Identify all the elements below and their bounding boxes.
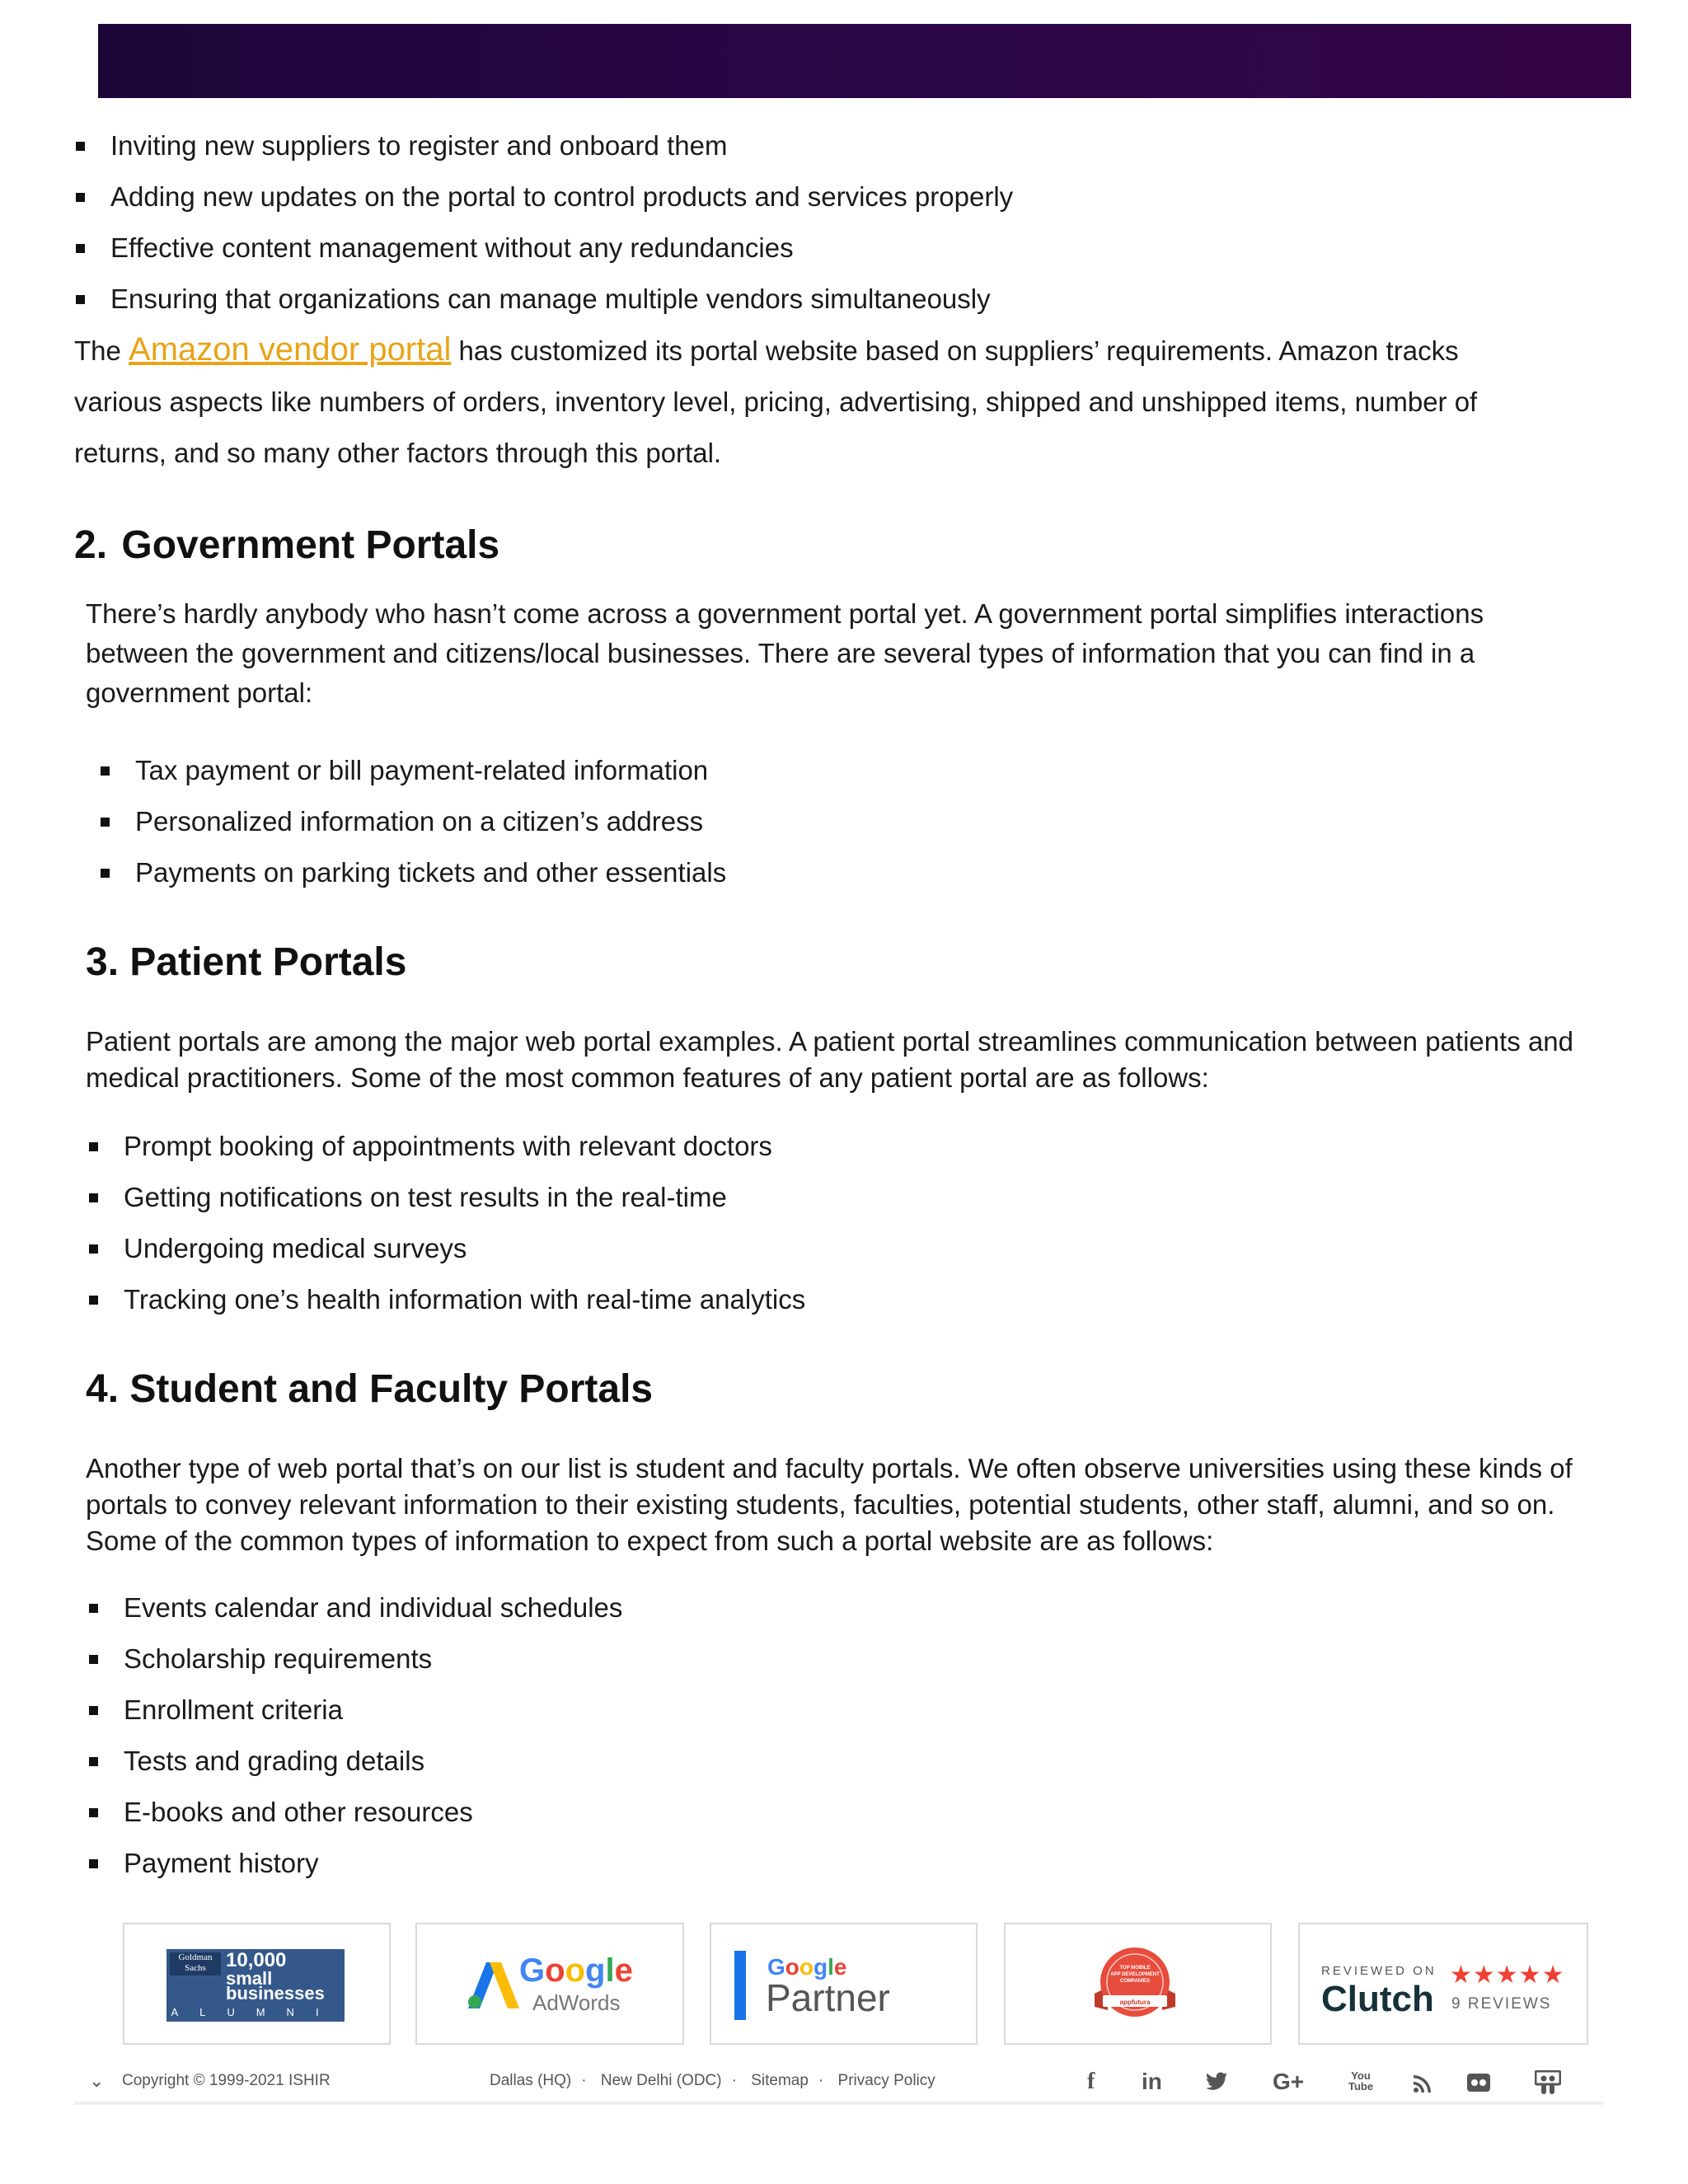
google-partner-badge[interactable]: Google Partner [710,1923,978,2045]
amazon-vendor-portal-link[interactable]: Amazon vendor portal [129,331,452,368]
list-item: Tax payment or bill payment-related information [101,745,726,796]
svg-text:appfutura: appfutura [1119,1999,1151,2006]
student-heading: 4. Student and Faculty Portals [86,1367,654,1411]
government-paragraph: There’s hardly anybody who hasn’t come across a government portal yet. A government portal simplifies interactions between the government and citizens/local businesses. There are several types of information that you can find in a government portal: [86,598,1484,708]
google-plus-icon[interactable]: G+ [1273,2069,1305,2094]
amazon-paragraph [74,324,1640,479]
list-item: E-books and other resources [89,1787,622,1838]
footer-link-dallas[interactable]: Dallas (HQ) [490,2072,572,2089]
rss-icon[interactable] [1413,2074,1432,2093]
list-item: Undergoing medical surveys [89,1223,805,1274]
list-item: Tracking one’s health information with real-time analytics [89,1274,805,1325]
social-icons [1080,2065,1574,2098]
goldman-sachs-logo: Goldman Sachs 10,000 small businesses ALUMNI [166,1949,345,2022]
partner-google-word: Google [767,1954,847,1980]
student-info-list [89,1582,622,1889]
adwords-google-word: Google [519,1952,633,1989]
appfutura-medal-icon [1091,1946,1179,2025]
list-item: Payment history [89,1838,622,1889]
footer-links: Dallas (HQ) · New Delhi (ODC) · Sitemap · Privacy Policy [490,2072,935,2089]
list-item: Prompt booking of appointments with relevant doctors [89,1121,805,1172]
footer-divider [74,2102,1603,2105]
appfutura-badge[interactable] [1004,1923,1272,2045]
list-item: Ensuring that organizations can manage multiple vendors simultaneously [76,274,1013,325]
amazon-line-2: various aspects like numbers of orders, inventory level, pricing, advertising, shipped and unshipped items, number of [74,387,1478,417]
facebook-icon[interactable]: f [1087,2069,1095,2094]
patient-features-list [89,1121,805,1325]
patient-paragraph: Patient portals are among the major web portal examples. A patient portal streamlines communication between patients and medical practitioners. Some of the most common features of any patient portal are as follows: [86,1026,1574,1093]
government-info-list [101,745,726,898]
list-item: Payments on parking tickets and other essentials [101,847,726,898]
student-paragraph: Another type of web portal that’s on our list is student and faculty portals. We often observe universities using these kinds of portals to convey relevant information to their existing students, faculties, potential students, other staff, alumni, and so on. Some of the common types of information to expect from such a portal website are as follows: [86,1453,1573,1556]
list-item: Personalized information on a citizen’s address [101,796,726,847]
chevron-down-icon[interactable]: ⌄ [89,2070,105,2091]
partner-bar-icon [734,1951,746,2020]
adwords-logo-icon [468,1962,519,2008]
youtube-icon[interactable]: You Tube [1348,2069,1374,2093]
svg-text:TOP MOBILE: TOP MOBILE [1119,1966,1151,1971]
amazon-line-1: The Amazon vendor portal has customized its portal website based on suppliers’ requirements. Amazon tracks [74,331,1459,368]
copyright-text: Copyright © 1999-2021 ISHIR [122,2072,331,2089]
list-item: Tests and grading details [89,1736,622,1787]
list-item: Getting notifications on test results in the real-time [89,1172,805,1223]
twitter-icon[interactable] [1205,2072,1228,2092]
top-header-band [98,24,1631,98]
list-item: Enrollment criteria [89,1685,622,1736]
linkedin-icon[interactable]: in [1142,2069,1162,2094]
list-item: Inviting new suppliers to register and onboard them [76,120,1013,171]
footer-link-privacy-policy[interactable]: Privacy Policy [837,2072,935,2089]
svg-text:COMPANIES: COMPANIES [1120,1979,1150,1984]
clutch-badge[interactable]: REVIEWED ON Clutch ★★★★★ 9 REVIEWS [1298,1923,1588,2045]
amazon-line-3: returns, and so many other factors through this portal. [74,438,722,468]
list-item: Adding new updates on the portal to control products and services properly [76,171,1013,223]
list-item: Events calendar and individual schedules [89,1582,622,1633]
government-heading: 2. Government Portals [74,523,500,567]
footer-link-new-delhi[interactable]: New Delhi (ODC) [600,2072,722,2089]
supplier-features-list [76,120,1013,325]
goldman-sachs-badge[interactable] [123,1923,391,2045]
slideshare-icon[interactable] [1535,2070,1561,2095]
google-adwords-badge[interactable]: Google AdWords [415,1923,684,2045]
list-item: Effective content management without any redundancies [76,223,1013,274]
flickr-icon[interactable] [1467,2074,1490,2092]
rating-stars-icon: ★★★★★ [1450,1961,1565,1989]
list-item: Scholarship requirements [89,1633,622,1685]
patient-heading: 3. Patient Portals [86,940,407,984]
svg-text:APP DEVELOPMENT: APP DEVELOPMENT [1110,1972,1160,1977]
footer-link-sitemap[interactable]: Sitemap [751,2072,809,2089]
